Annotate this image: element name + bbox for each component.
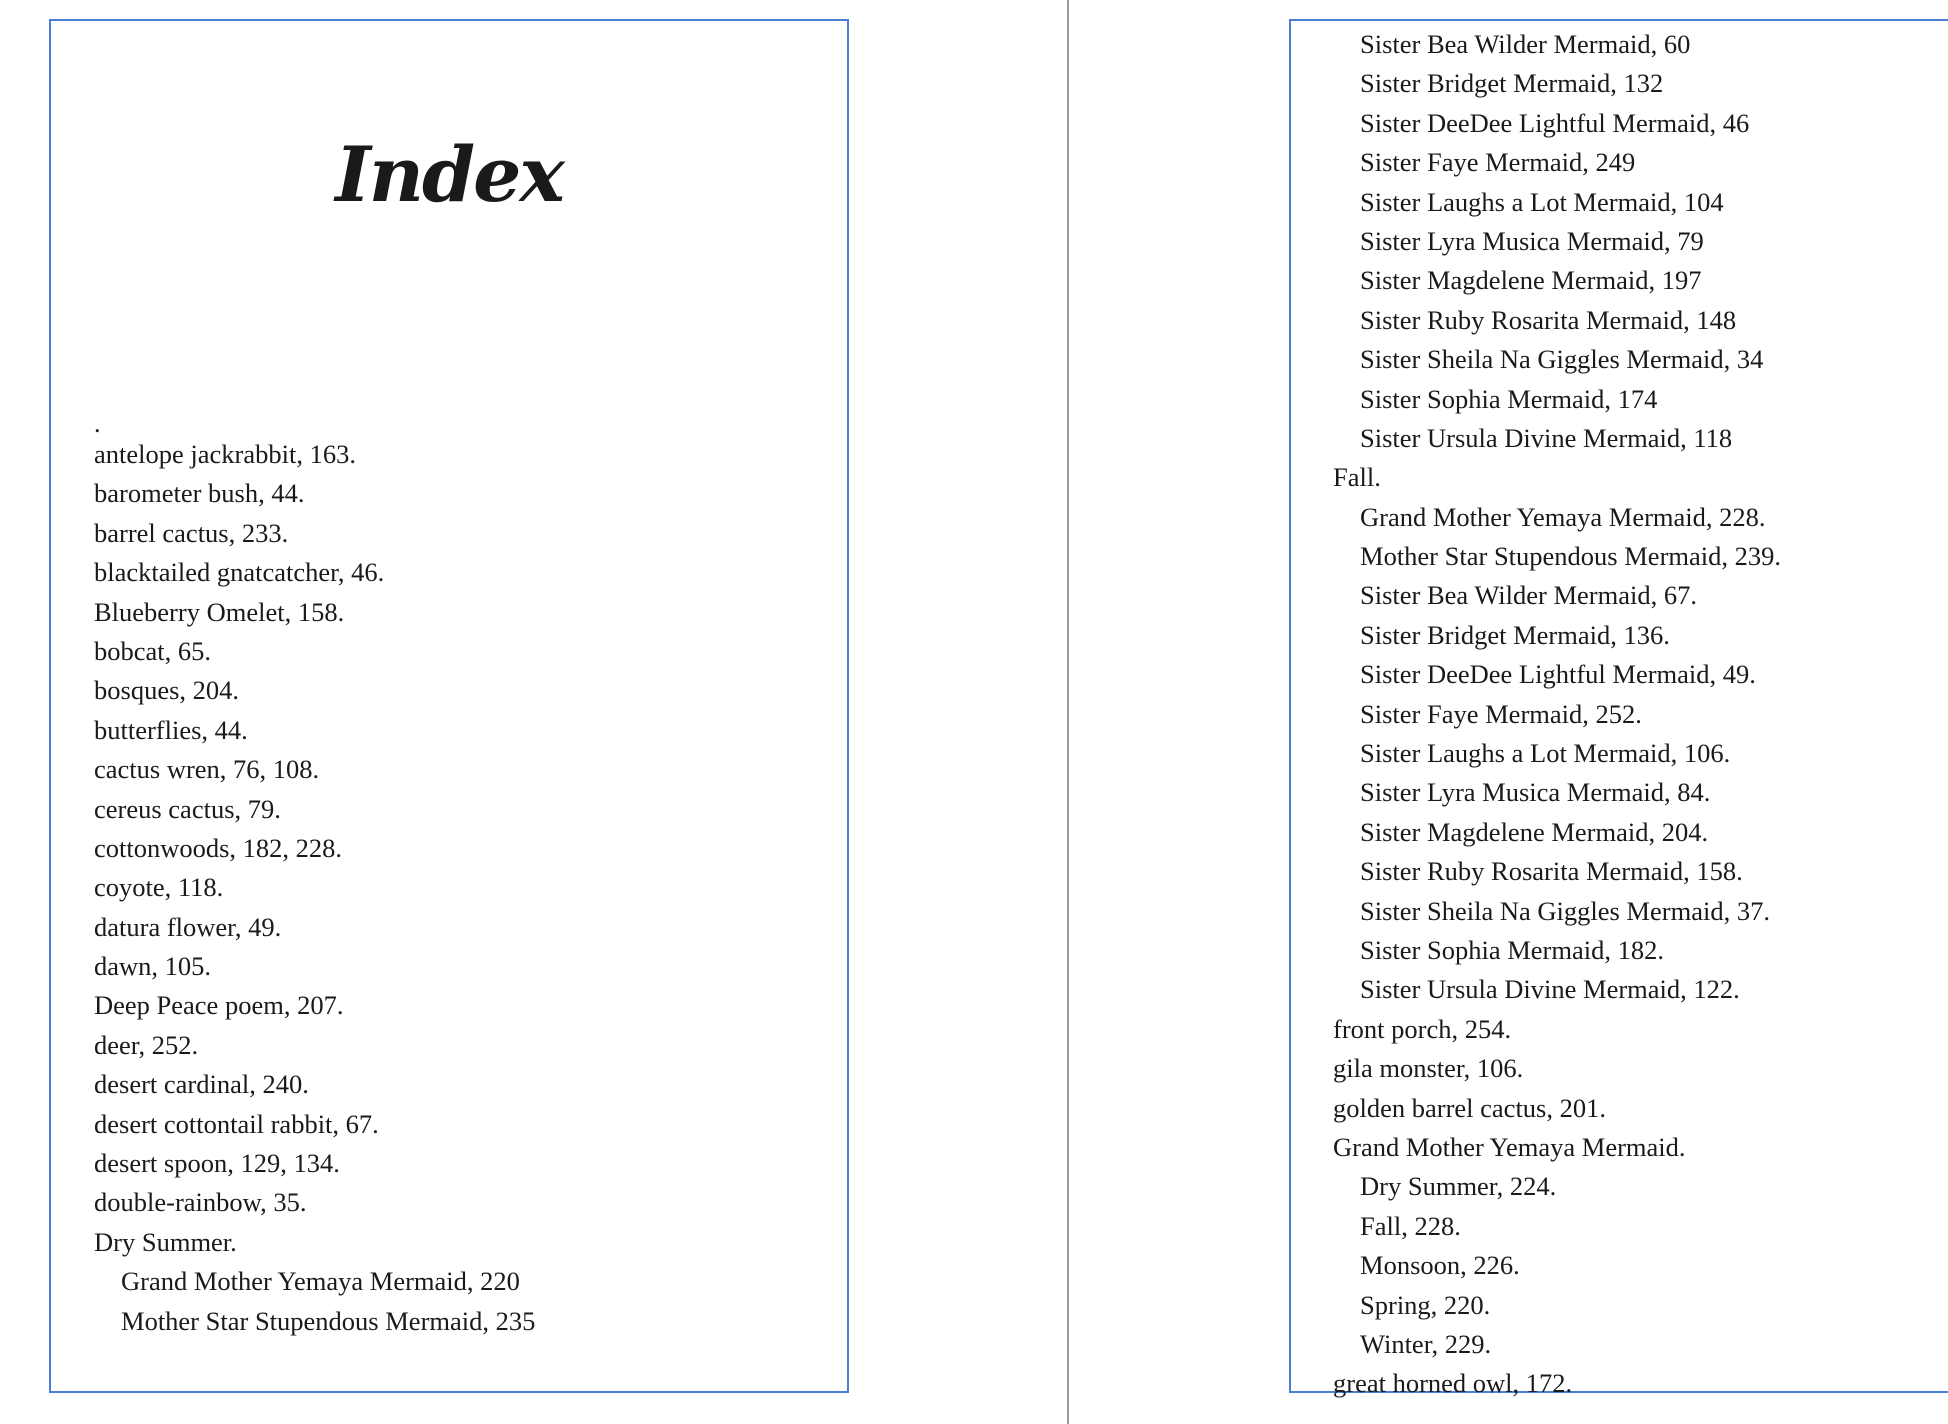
index-subentry: Sister Lyra Musica Mermaid, 84. [1360,777,1711,808]
index-entry: great horned owl, 172. [1333,1368,1573,1399]
index-subentry: Sister Laughs a Lot Mermaid, 106. [1360,738,1731,769]
index-subentry: Mother Star Stupendous Mermaid, 239. [1360,541,1782,572]
index-entry: antelope jackrabbit, 163. [94,439,356,469]
index-entry: dawn, 105. [94,951,212,982]
index-subentry: Grand Mother Yemaya Mermaid, 220 [121,1266,520,1297]
index-subentry: Sister Magdelene Mermaid, 204. [1360,816,1709,847]
index-entry: cottonwoods, 182, 228. [94,832,343,863]
index-subentry: Mother Star Stupendous Mermaid, 235 [121,1305,536,1336]
index-subentry: Sister Bea Wilder Mermaid, 60 [1360,29,1691,59]
page-title: Index [335,130,563,219]
index-subentry: Sister Sophia Mermaid, 182. [1360,934,1664,965]
index-subentry: Winter, 229. [1360,1328,1492,1359]
index-subentry: Monsoon, 226. [1360,1250,1520,1281]
index-subentry: Sister Bridget Mermaid, 132 [1360,68,1664,99]
index-entry: desert cardinal, 240. [94,1069,309,1100]
index-entry: barrel cactus, 233. [94,517,289,548]
index-entry: Grand Mother Yemaya Mermaid. [1333,1131,1686,1162]
index-subentry: Sister Bea Wilder Mermaid, 67. [1360,580,1697,611]
index-subentry: Sister Ursula Divine Mermaid, 122. [1360,974,1740,1005]
index-subentry: Grand Mother Yemaya Mermaid, 228. [1360,501,1766,532]
index-subentry: Sister Ursula Divine Mermaid, 118 [1360,422,1733,453]
index-subentry: Sister Faye Mermaid, 249 [1360,147,1636,178]
stray-mark: . [94,409,101,438]
index-entry: datura flower, 49. [94,911,282,942]
index-subentry: Sister DeeDee Lightful Mermaid, 49. [1360,659,1756,690]
index-subentry: Sister Sophia Mermaid, 174 [1360,383,1658,414]
index-subentry: Fall, 228. [1360,1210,1461,1241]
index-entry: butterflies, 44. [94,714,248,745]
index-entry: cactus wren, 76, 108. [94,754,320,785]
index-subentry: Sister DeeDee Lightful Mermaid, 46 [1360,107,1750,138]
index-entry: bobcat, 65. [94,635,212,666]
index-subentry: Sister Bridget Mermaid, 136. [1360,619,1670,650]
index-entry: coyote, 118. [94,872,224,903]
right-index-column [1333,25,1781,1404]
index-entry: deer, 252. [94,1029,199,1060]
index-entry: golden barrel cactus, 201. [1333,1092,1606,1123]
index-entry: desert cottontail rabbit, 67. [94,1108,379,1139]
index-subentry: Sister Sheila Na Giggles Mermaid, 37. [1360,895,1770,926]
index-entry: bosques, 204. [94,675,240,706]
index-entry: blacktailed gnatcatcher, 46. [94,557,385,588]
index-entry: front porch, 254. [1333,1013,1512,1044]
index-subentry: Sister Ruby Rosarita Mermaid, 148 [1360,304,1737,335]
book-spine-divider [1067,0,1069,1424]
index-entry: double-rainbow, 35. [94,1187,307,1218]
index-entry: Fall. [1333,462,1381,493]
index-subentry: Dry Summer, 224. [1360,1171,1557,1202]
index-subentry: Sister Ruby Rosarita Mermaid, 158. [1360,856,1743,887]
index-subentry: Sister Magdelene Mermaid, 197 [1360,265,1702,296]
index-entry: gila monster, 106. [1333,1053,1524,1084]
index-subentry: Spring, 220. [1360,1289,1491,1320]
index-subentry: Sister Laughs a Lot Mermaid, 104 [1360,186,1724,217]
index-entry: Blueberry Omelet, 158. [94,596,345,627]
index-entry: desert spoon, 129, 134. [94,1148,340,1179]
index-subentry: Sister Sheila Na Giggles Mermaid, 34 [1360,344,1764,375]
index-entry: Deep Peace poem, 207. [94,990,344,1021]
index-entry: barometer bush, 44. [94,478,305,509]
index-entry: Dry Summer. [94,1226,237,1257]
index-subentry: Sister Faye Mermaid, 252. [1360,698,1642,729]
left-index-column [94,435,535,1341]
index-entry: cereus cactus, 79. [94,793,281,824]
index-subentry: Sister Lyra Musica Mermaid, 79 [1360,225,1704,256]
